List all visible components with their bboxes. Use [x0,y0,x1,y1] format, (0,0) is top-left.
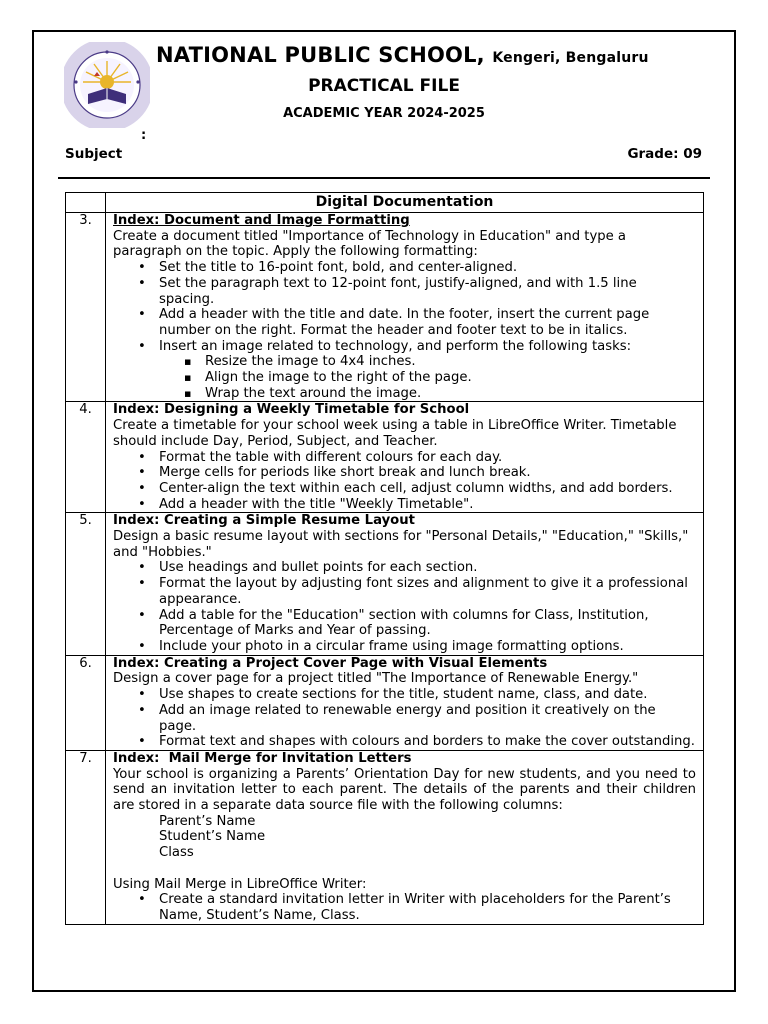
table-row [66,750,704,924]
list-item: • Use headings and bullet points for each section. [159,560,696,576]
row-number: 6. [66,655,106,750]
school-name: NATIONAL PUBLIC SCHOOL, [156,43,485,67]
column-name: Parent’s Name [159,813,256,829]
list-item: ▪ Resize the image to 4x4 inches. [205,354,696,370]
list-item: • Add a header with the title "Weekly Timetable". [159,497,696,513]
row-title: Index: Document and Image Formatting [113,213,410,228]
table-row [66,655,704,750]
sub-bullet-list [113,354,696,401]
header-num-cell [66,193,106,213]
list-item: • Center-align the text within each cell, adjust column widths, and add borders. [159,481,696,497]
table-header-row [66,193,704,213]
subject-colon: : [141,128,147,143]
row-intro: Create a document titled "Importance of Technology in Education" and type a paragraph on the topic. Apply the following formatting: [113,228,627,260]
list-item: • Set the paragraph text to 12-point font, justify-aligned, and with 1.5 line spacing. [159,276,696,307]
row-title: Index: Mail Merge for Invitation Letters [113,750,412,766]
row-number: 3. [66,213,106,402]
table-row [66,213,704,402]
row-intro: Design a basic resume layout with sections for "Personal Details," "Education," "Skills," and "Hobbies." [113,529,689,560]
list-item: • Include your photo in a circular frame using image formatting options. [159,639,696,655]
header-divider [58,177,710,179]
list-item: • Format the table with different colours for each day. [159,450,696,466]
row-content [106,213,704,402]
row-content [106,750,704,924]
row-intro: Your school is organizing a Parents’ Orientation Day for new students, and you need to send an invitation letter to each parent. The details of the parents and their children are stored in a separate data source file with the following columns: [113,766,696,814]
list-item: • Add a header with the title and date. In the footer, insert the current page number on the right. Format the header and footer text to be in italics. [159,307,696,338]
table-row [66,402,704,513]
row-number: 4. [66,402,106,513]
row-content [106,513,704,655]
bullet-list [113,892,696,923]
list-item: • Insert an image related to technology, and perform the following tasks: [159,339,696,355]
row-intro: Create a timetable for your school week using a table in LibreOffice Writer. Timetable should include Day, Period, Subject, and Teacher. [113,418,677,449]
column-name: Student’s Name [159,829,266,845]
list-item: • Format the layout by adjusting font sizes and alignment to give it a professional appearance. [159,576,696,607]
list-item: ▪ Wrap the text around the image. [205,386,696,402]
row-title: Index: Creating a Simple Resume Layout [113,513,415,529]
row-content [106,655,704,750]
list-item: • Add an image related to renewable energy and position it creatively on the page. [159,703,696,734]
subject-label: Subject [65,146,123,162]
row-number: 7. [66,750,106,924]
row-title: Index: Designing a Weekly Timetable for School [113,402,470,418]
list-item: • Format text and shapes with colours and borders to make the cover outstanding. [159,734,696,750]
list-item: • Use shapes to create sections for the title, student name, class, and date. [159,687,696,703]
grade-label: Grade: 09 [627,146,702,162]
mail-merge-intro: Using Mail Merge in LibreOffice Writer: [113,876,367,892]
list-item: • Merge cells for periods like short break and lunch break. [159,465,696,481]
academic-year: ACADEMIC YEAR 2024-2025 [283,106,485,121]
column-list [113,814,696,861]
bullet-list [113,687,696,750]
table-heading: Digital Documentation [106,193,704,213]
file-title: PRACTICAL FILE [308,76,460,96]
column-name: Class [159,845,194,861]
bullet-list [113,450,696,513]
bullet-list [113,260,696,354]
spacer [113,861,696,877]
school-location: Kengeri, Bengaluru [492,50,649,66]
row-title: Index: Creating a Project Cover Page with Visual Elements [113,655,548,671]
table-row [66,513,704,655]
list-item: ▪ Align the image to the right of the page. [205,370,696,386]
school-name-heading [156,43,649,67]
row-content [106,402,704,513]
list-item: • Set the title to 16-point font, bold, and center-aligned. [159,260,696,276]
bullet-list [113,560,696,654]
practical-index-table [65,192,704,925]
row-intro: Design a cover page for a project titled "The Importance of Renewable Energy." [113,671,639,687]
row-number: 5. [66,513,106,655]
list-item: • Create a standard invitation letter in Writer with placeholders for the Parent’s Name, Student’s Name, Class. [159,892,696,923]
list-item: • Add a table for the "Education" section with columns for Class, Institution, Percentage of Marks and Year of passing. [159,608,696,639]
